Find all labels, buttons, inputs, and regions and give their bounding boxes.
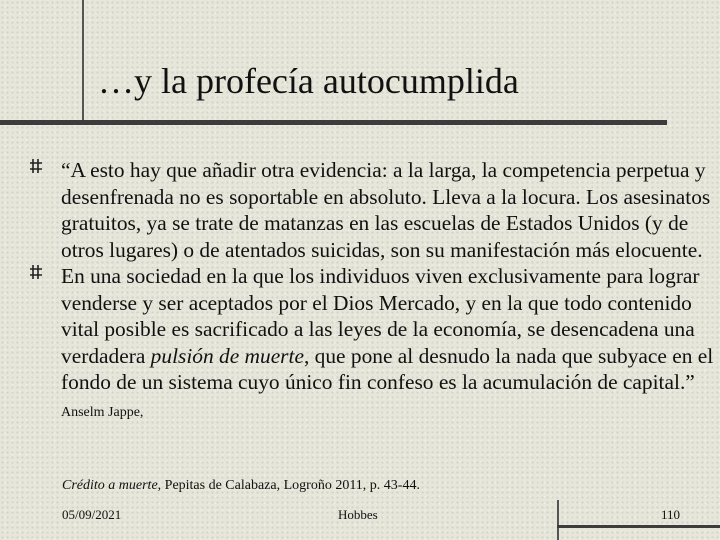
source-work-title: Crédito a muerte, [62,478,162,493]
source-details: Pepitas de Calabaza, Logroño 2011, p. 43-44. [161,478,420,493]
bullet-list [30,157,718,426]
page-frame-rule [557,525,720,528]
bullet-text: “A esto hay que añadir otra evidencia: a la larga, la competencia perpetua y desenfrenada no es soportable en absoluto. Lleva a la locura. Los asesinatos gratuitos, ya se trate de matanzas en las escuelas de Estados Unidos (y de otros lugares) o de atentados suicidas, son su manifestación más elocuente. [61,158,711,262]
quote-author: Anselm Jappe, [61,404,144,420]
page-number-frame [557,500,720,540]
footer-date: 05/09/2021 [62,507,122,522]
bullet-item [30,263,718,426]
hash-bullet-icon [30,265,42,279]
page-number: 110 [661,507,681,522]
footer-center-text: Hobbes [338,507,378,522]
bullet-item [30,157,718,263]
bullet-text: En una sociedad en la que los individuos viven exclusivamente para lograr venderse y ser aceptados por el Dios Mercado, y en la que todo contenido vital posible es sacrificado a las leyes de la economía, se desencadena una verdadera [61,264,700,368]
title-underline-rule [0,120,667,125]
slide-title: …y la profecía autocumplida [98,61,519,101]
emphasized-phrase: pulsión de muerte [150,343,304,368]
bullet-text-continued: , que pone al desnudo la nada que subyace en el fondo de un sistema cuyo único fin confeso es la acumulación de capital.” [61,343,714,394]
source-citation [62,478,420,494]
title-frame [0,0,84,122]
hash-bullet-icon [30,159,42,173]
page-frame-divider [557,500,559,540]
